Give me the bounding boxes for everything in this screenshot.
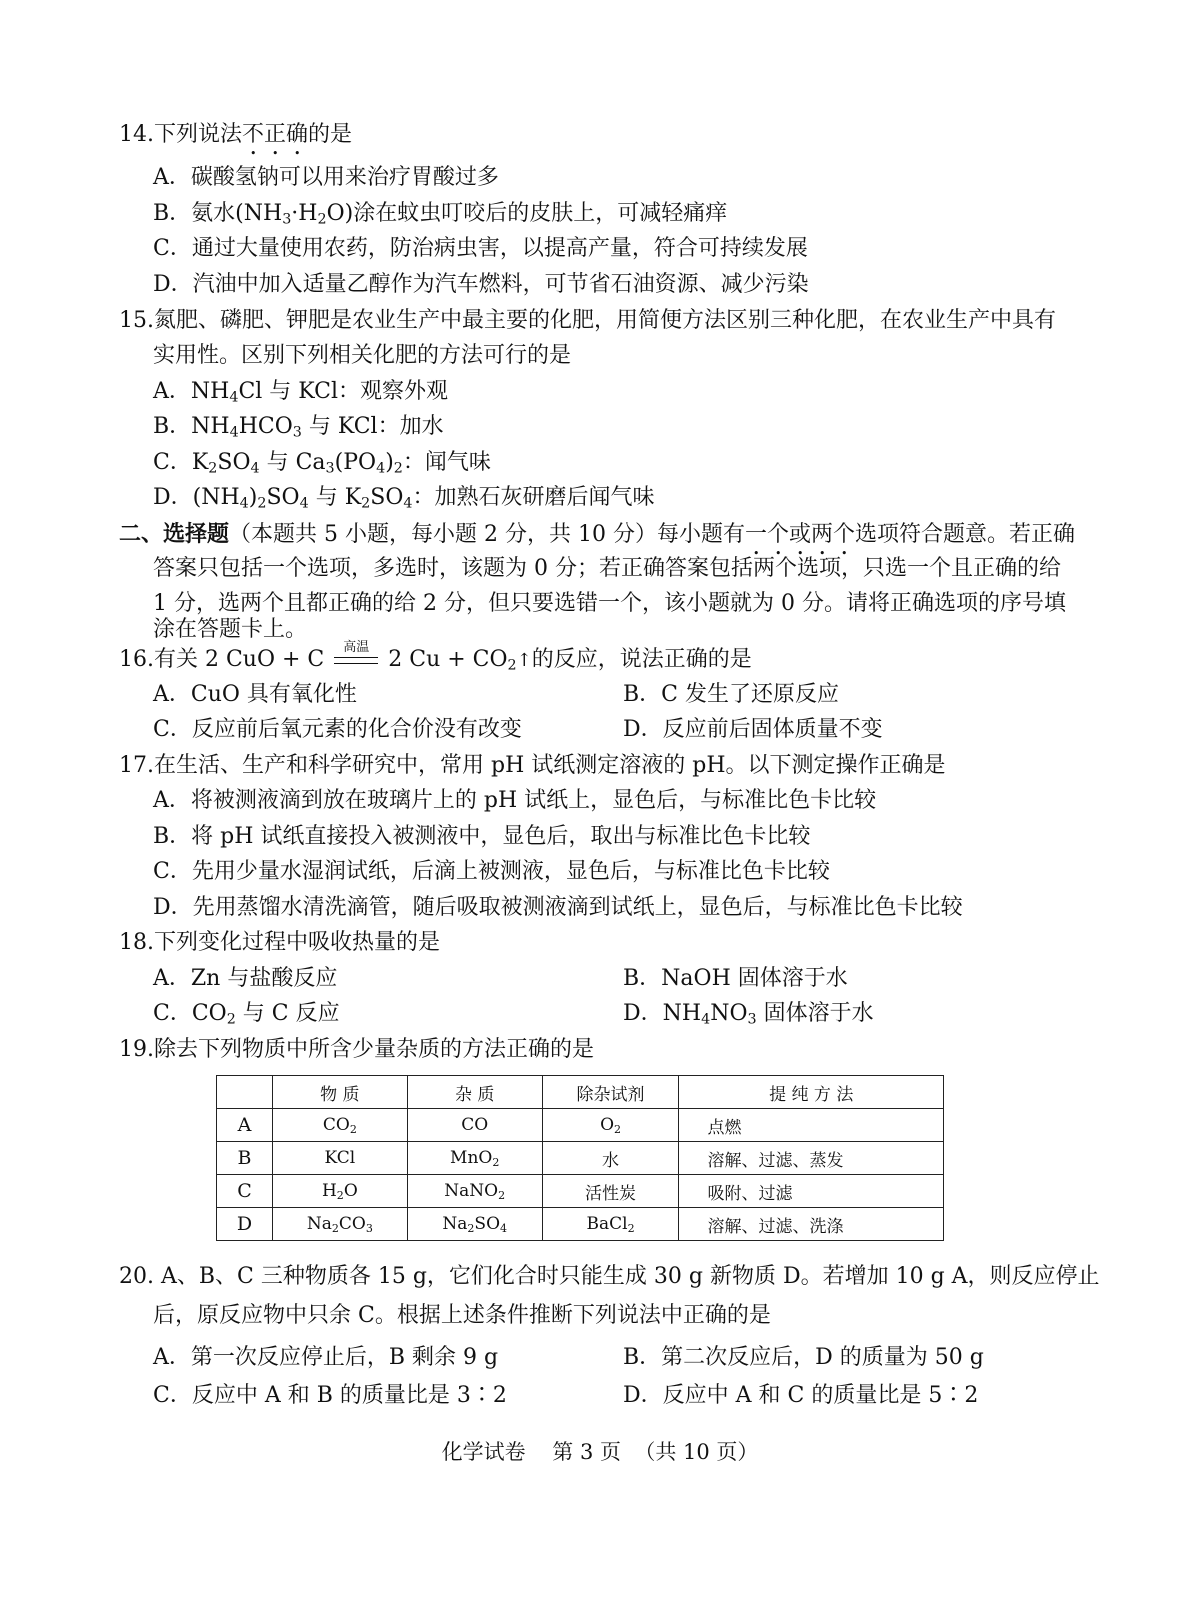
impurity-cell: $Na_2SO_4$ [407, 1208, 542, 1241]
q16-stem: 16.有关 2 CuO + C 高温 2 $Cu + CO_2↑$的反应，说法正确的是 [119, 645, 752, 676]
section2-emphasis: 一个或两个 [744, 522, 855, 547]
q15-option-a: A．$NH_4Cl$ 与 KCl：观察外观 [153, 379, 449, 406]
q20-option-a: A．第一次反应停止后，B 剩余 9 g [153, 1345, 499, 1370]
reagent-cell: 水 [542, 1142, 679, 1175]
q14-emphasis: 不正确 [242, 122, 309, 147]
section2-line2: 答案只包括一个选项，多选时，该题为 0 分；若正确答案包括两个选项，只选一个且正确的给 [153, 556, 1061, 581]
table-header-cell [217, 1076, 273, 1109]
table-header-cell: 杂 质 [407, 1076, 542, 1109]
q18-option-b: B．NaOH 固体溶于水 [623, 966, 848, 991]
q18-option-d: D．$NH_4NO_3$ 固体溶于水 [623, 1001, 874, 1028]
impurity-cell: NaNO$_2$ [407, 1175, 542, 1208]
q14-stem-end: 的是 [308, 122, 353, 147]
q16-option-d: D．反应前后固体质量不变 [623, 717, 883, 742]
q16-option-a: A．CuO 具有氧化性 [153, 682, 357, 707]
row-label: A [217, 1109, 273, 1142]
q17-stem: 17.在生活、生产和科学研究中，常用 pH 试纸测定溶液的 pH。以下测定操作正确是 [119, 753, 946, 778]
reagent-cell: BaCl$_2$ [542, 1208, 679, 1241]
section2-title: 二、选择题 [119, 521, 230, 547]
q15-stem-line2: 实用性。区别下列相关化肥的方法可行的是 [153, 343, 572, 368]
impurity-removal-table [216, 1075, 944, 1241]
method-cell: 溶解、过滤、蒸发 [679, 1142, 944, 1175]
table-header-cell: 提 纯 方 法 [679, 1076, 944, 1109]
q17-option-b: B．将 pH 试纸直接投入被测液中，显色后，取出与标准比色卡比较 [153, 824, 811, 849]
q15-option-b: B．$NH_4HCO_3$ 与 KCl：加水 [153, 414, 444, 441]
table-row [217, 1208, 944, 1241]
q20-stem-line1: 20. A、B、C 三种物质各 15 g，它们化合时只能生成 30 g 新物质 D。若增加 10 g A，则反应停止 [119, 1264, 1100, 1289]
q14-option-d: D．汽油中加入适量乙醇作为汽车燃料，可节省石油资源、减少污染 [153, 272, 809, 297]
substance-cell: $Na_2CO_3$ [272, 1208, 407, 1241]
method-cell: 点燃 [679, 1109, 944, 1142]
row-label: B [217, 1142, 273, 1175]
section2-line3: 1 分，选两个且都正确的给 2 分，但只要选错一个，该小题就为 0 分。请将正确选项的序号填 [153, 591, 1066, 616]
table-row [217, 1142, 944, 1175]
q15-stem-line1: 15.氮肥、磷肥、钾肥是农业生产中最主要的化肥，用简便方法区别三种化肥，在农业生产中具有 [119, 308, 1056, 333]
q16-option-c: C．反应前后氧元素的化合价没有改变 [153, 717, 522, 742]
impurity-cell: MnO$_2$ [407, 1142, 542, 1175]
high-temp-reaction-sign: 高温 [330, 645, 382, 675]
method-cell: 溶解、过滤、洗涤 [679, 1208, 944, 1241]
substance-cell: $H_2O$ [272, 1175, 407, 1208]
q18-stem: 18.下列变化过程中吸收热量的是 [119, 930, 440, 955]
section2-line1: 二、选择题（本题共 5 小题，每小题 2 分，共 10 分）每小题有一个或两个选项符合题意。若正确 [119, 521, 1075, 547]
q15-option-d: D．$(NH_4)_2SO_4$ 与 $K_2SO_4$：加熟石灰研磨后闻气味 [153, 485, 655, 512]
row-label: D [217, 1208, 273, 1241]
table-row [217, 1109, 944, 1142]
q20-option-d: D．反应中 A 和 C 的质量比是 5∶2 [623, 1383, 979, 1408]
q15-option-c: C．$K_2SO_4$ 与 $Ca_3(PO_4)_2$：闻气味 [153, 450, 491, 477]
q17-option-c: C．先用少量水湿润试纸，后滴上被测液，显色后，与标准比色卡比较 [153, 859, 830, 884]
reagent-cell: 活性炭 [542, 1175, 679, 1208]
section2-line4: 涂在答题卡上。 [153, 617, 308, 642]
table-header-cell: 除杂试剂 [542, 1076, 679, 1109]
q20-option-b: B．第二次反应后，D 的质量为 50 g [623, 1345, 984, 1370]
row-label: C [217, 1175, 273, 1208]
q14-option-b: B．氨水$(NH_3\cdot H_2O)$涂在蚊虫叮咬后的皮肤上，可减轻痛痒 [153, 201, 728, 228]
q20-option-c: C．反应中 A 和 B 的质量比是 3∶2 [153, 1383, 507, 1408]
substance-cell: KCl [272, 1142, 407, 1175]
table-header-cell: 物 质 [272, 1076, 407, 1109]
q18-option-a: A．Zn 与盐酸反应 [153, 966, 338, 991]
q17-option-a: A．将被测液滴到放在玻璃片上的 pH 试纸上，显色后，与标准比色卡比较 [153, 788, 877, 813]
substance-cell: $CO_2$ [272, 1109, 407, 1142]
q16-option-b: B．C 发生了还原反应 [623, 682, 839, 707]
page-footer: 化学试卷 第 3 页 （共 10 页） [441, 1440, 759, 1464]
table-row [217, 1175, 944, 1208]
method-cell: 吸附、过滤 [679, 1175, 944, 1208]
q14-stem [119, 120, 352, 160]
impurity-cell: CO [407, 1109, 542, 1142]
q20-stem-line2: 后，原反应物中只余 C。根据上述条件推断下列说法中正确的是 [153, 1303, 771, 1328]
reagent-cell: $O_2$ [542, 1109, 679, 1142]
q17-option-d: D．先用蒸馏水清洗滴管，随后吸取被测液滴到试纸上，显色后，与标准比色卡比较 [153, 895, 963, 920]
table-header-row [217, 1076, 944, 1109]
q18-option-c: C．$CO_2$ 与 C 反应 [153, 1001, 340, 1028]
gas-arrow-icon: ↑ [516, 650, 532, 671]
q14-option-c: C．通过大量使用农药，防治病虫害，以提高产量，符合可持续发展 [153, 236, 808, 261]
q14-option-a: A．碳酸氢钠可以用来治疗胃酸过多 [153, 165, 499, 190]
q19-stem: 19.除去下列物质中所含少量杂质的方法正确的是 [119, 1037, 594, 1062]
q14-stem-text: 14.下列说法 [119, 122, 242, 147]
